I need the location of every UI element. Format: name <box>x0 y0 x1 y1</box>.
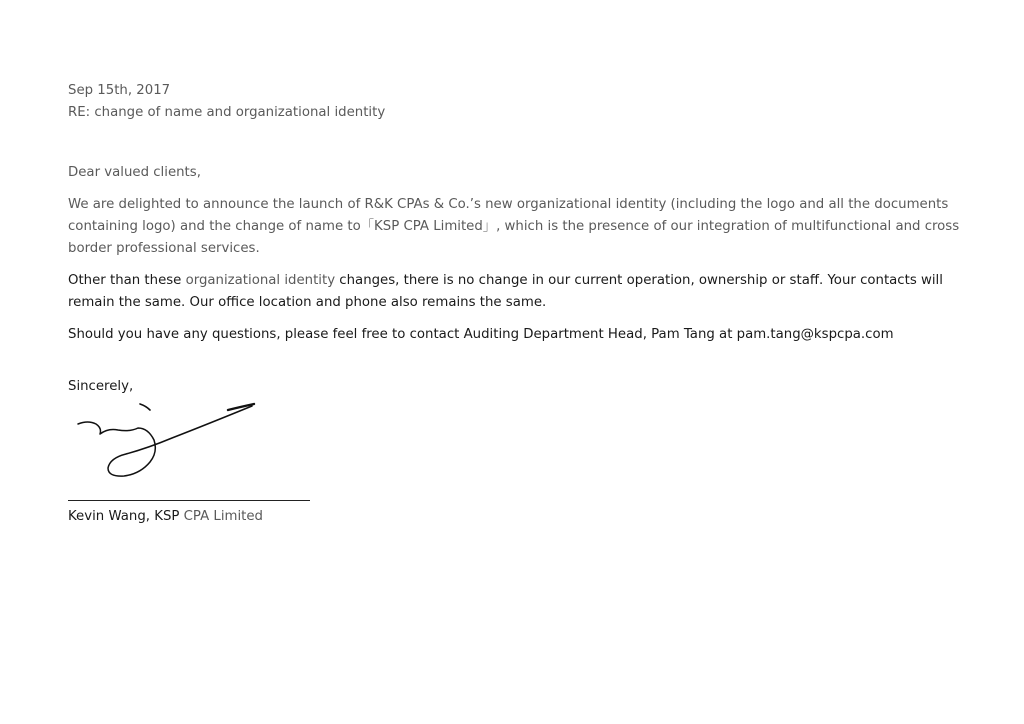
letter-subject: RE: change of name and organizational identity <box>68 105 386 120</box>
paragraph-announcement: We are delighted to announce the launch of R&K CPAs & Co.’s new organizational identity (including the logo and all the documents containing logo) and the change of name to「KSP CPA Limited」, which is the presence of our integration of multifunctional and cross border professional services. <box>68 197 960 256</box>
letter-date: Sep 15th, 2017 <box>68 83 171 98</box>
handwritten-signature <box>68 398 318 498</box>
letter-salutation: Dear valued clients, <box>68 165 201 180</box>
paragraph-no-change-highlight: organizational identity <box>185 273 336 288</box>
signature-drawing <box>68 398 318 498</box>
paragraph-no-change <box>68 270 968 314</box>
letter-closing: Sincerely, <box>68 379 134 394</box>
letter-body <box>68 80 968 398</box>
paragraph-contact: Should you have any questions, please feel free to contact Auditing Department Head, Pam Tang at pam.tang@kspcpa.com <box>68 327 894 342</box>
signature-line <box>68 500 310 501</box>
signer-name-part: Kevin Wang, KSP <box>68 509 180 524</box>
paragraph-no-change-part3: changes, there is no change in our current operation, ownership or staff. Your contacts will remain the same. Our office location and phone also remains the same. <box>68 273 943 310</box>
signer-company-part: CPA Limited <box>179 509 263 524</box>
signer-name <box>68 506 263 528</box>
paragraph-no-change-part1: Other than these <box>68 273 186 288</box>
